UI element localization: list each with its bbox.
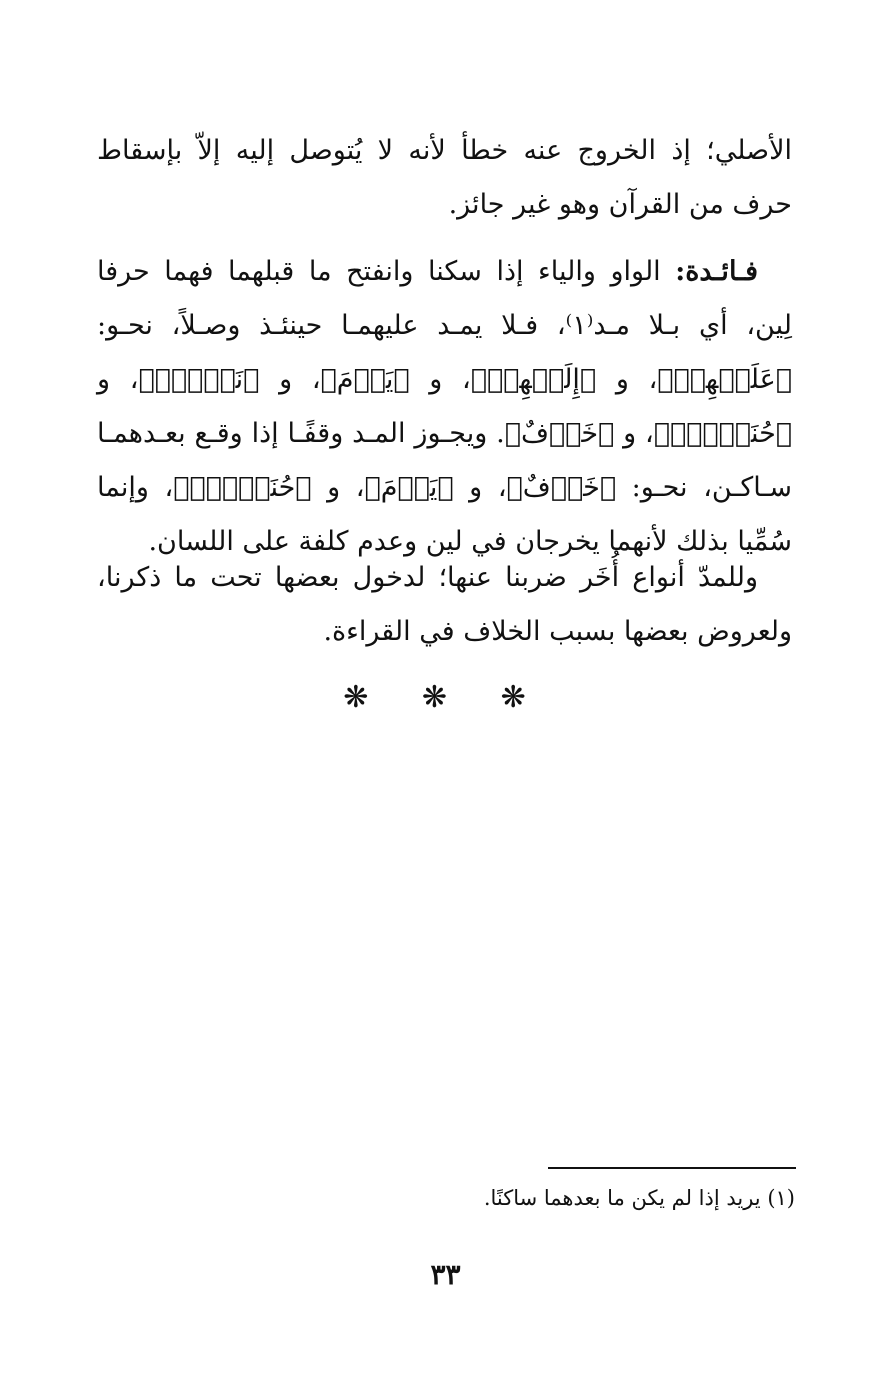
paragraph-other-types — [97, 551, 792, 659]
paragraph-lead: فـائـدة: — [675, 256, 758, 287]
paragraph-note — [97, 245, 792, 569]
paragraph-text: الواو والياء إذا سكنا وانفتح ما قبلهما فهما حرفا لِين، أي بـلا مـد⁽١⁾، فـلا يمـد عليهمـا حينئـذ وصـلاً، نحـو: ﴿عَلَيۡهِمۡ﴾، و ﴿إِلَيۡهِمۡ﴾، و ﴿يَوۡمَ﴾، و ﴿نَوۡمٌۚ﴾، و ﴿حُنَيۡنٍۙ﴾، و ﴿خَوۡفٌ﴾. ويجـوز المـد وقفًـا إذا وقـع بعـدهمـا سـاكـن، نحـو: ﴿خَوۡفٌ﴾، و ﴿يَوۡمَ﴾، و ﴿حُنَيۡنٍۙ﴾، وإنما سُمِّيا بذلك لأنهما يخرجان في لين وعدم كلفة على اللسان. — [97, 256, 792, 557]
paragraph-text: وللمدّ أنواع أُخَر ضربنا عنها؛ لدخول بعضها تحت ما ذكرنا، ولعروض بعضها بسبب الخلاف في القراءة. — [97, 562, 792, 647]
paragraph-text: الأصلي؛ إذ الخروج عنه خطأ لأنه لا يُتوصل إليه إلاّ بإسقاط حرف من القرآن وهو غير جائز. — [97, 135, 792, 220]
page-number: ٣٣ — [430, 1258, 461, 1291]
footnote-divider — [548, 1167, 796, 1169]
footnote: (١) يريد إذا لم يكن ما بعدهما ساكنًا. — [483, 1186, 795, 1210]
paragraph-continuation — [97, 124, 792, 232]
section-separator: ❋ ❋ ❋ — [343, 680, 548, 715]
